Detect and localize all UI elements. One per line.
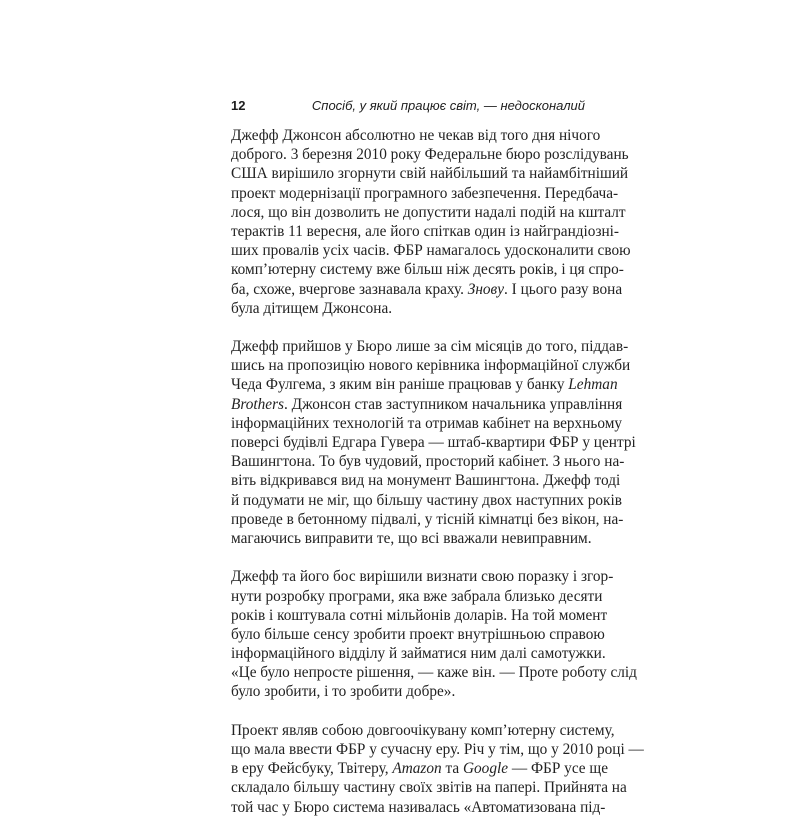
text-run: лося, що він дозволить не допустити надалі подій на кшталт bbox=[231, 203, 626, 221]
text-line bbox=[231, 510, 624, 529]
text-run: «Це було непросте рішення, — каже він. — Проте роботу слід bbox=[231, 664, 637, 682]
text-line bbox=[231, 126, 601, 145]
text-line bbox=[231, 759, 608, 778]
text-run: шись на пропозицію нового керівника інформаційної служби bbox=[231, 357, 631, 375]
text-run: що мала ввести ФБР у сучасну еру. Річ у тім, що у 2010 році — bbox=[231, 741, 644, 758]
text-run: Джефф прийшов у Бюро лише за сім місяців до того, піддав- bbox=[231, 338, 629, 356]
text-run: було більше сенсу зробити проект внутрішньою справою bbox=[231, 625, 605, 643]
text-run: інформаційних технологій та отримав кабінет на верхньому bbox=[231, 414, 623, 432]
text-line bbox=[231, 260, 624, 279]
text-run: Проект являв собою довгоочікувану комп’ютерну систему, bbox=[231, 721, 615, 739]
running-title: Спосіб, у який працює світ, — недосконалий bbox=[311, 98, 585, 113]
text-run: проект модернізації програмного забезпечення. Передбача- bbox=[231, 184, 619, 202]
text-run: та bbox=[441, 760, 463, 778]
text-line bbox=[231, 241, 631, 260]
text-line bbox=[231, 682, 587, 701]
text-line bbox=[231, 606, 608, 625]
italic-text: Знову bbox=[467, 280, 504, 298]
italic-text: Google bbox=[462, 760, 509, 778]
text-run: ших провалів усіх часів. ФБР намагалось удосконалити свою bbox=[231, 242, 631, 260]
page-header bbox=[231, 98, 585, 118]
text-run: Джефф та його бос вирішили визнати свою поразку і згор- bbox=[231, 568, 614, 586]
text-run: складало більшу частину своїх звітів на папері. Прийнята на bbox=[231, 779, 627, 797]
text-run: магаючись виправити те, що всі вважали невиправним. bbox=[231, 529, 592, 547]
text-line bbox=[231, 778, 627, 797]
text-run: було зробити, і то зробити добре». bbox=[231, 683, 456, 701]
text-run: була дітищем Джонсона. bbox=[231, 299, 393, 317]
text-run: Вашингтона. То був чудовий, просторий кабінет. З нього на- bbox=[231, 453, 625, 471]
text-line bbox=[231, 644, 606, 663]
text-line bbox=[231, 663, 637, 682]
text-run: в еру Фейсбуку, Твітеру, bbox=[231, 760, 393, 778]
text-run: проведе в бетонному підвалі, у тісній кімнатці без вікон, на- bbox=[231, 510, 624, 528]
paragraph bbox=[231, 337, 636, 548]
text-line bbox=[231, 529, 592, 548]
text-line bbox=[231, 280, 623, 299]
italic-text: Amazon bbox=[392, 760, 442, 778]
italic-text: Brothers bbox=[231, 395, 284, 413]
text-line bbox=[231, 356, 631, 375]
text-line bbox=[231, 375, 618, 394]
text-line bbox=[231, 798, 606, 817]
text-line bbox=[231, 145, 629, 164]
text-line bbox=[231, 164, 629, 183]
text-line bbox=[231, 721, 615, 740]
page-number: 12 bbox=[231, 98, 246, 113]
text-run: ба, схоже, вчергове зазнавала краху. bbox=[231, 280, 468, 298]
text-run: нути розробку програми, яка вже забрала близько десяти bbox=[231, 587, 603, 605]
text-line bbox=[231, 203, 626, 222]
text-line bbox=[231, 414, 623, 433]
paragraph bbox=[231, 721, 644, 817]
text-line bbox=[231, 184, 619, 203]
text-run: років і коштувала сотні мільйонів доларів. На той момент bbox=[231, 606, 608, 624]
text-run: США вирішило згорнути свій найбільший та найамбітніший bbox=[231, 165, 629, 183]
text-line bbox=[231, 740, 644, 759]
text-line bbox=[231, 395, 623, 414]
text-line bbox=[231, 433, 636, 452]
paragraph bbox=[231, 126, 631, 318]
text-run: доброго. 3 березня 2010 року Федеральне бюро розслідувань bbox=[231, 146, 629, 164]
text-run: Чеда Фулгема, з яким він раніше працював у банку bbox=[231, 376, 569, 394]
text-line bbox=[231, 337, 629, 356]
text-run: комп’ютерну систему вже більш ніж десять років, і ця спро- bbox=[231, 261, 624, 279]
text-run: — ФБР усе ще bbox=[508, 760, 608, 778]
text-run: поверсі будівлі Едгара Гувера — штаб-квартири ФБР у центрі bbox=[231, 434, 636, 451]
body-text bbox=[231, 126, 644, 817]
text-line bbox=[231, 625, 605, 644]
text-line bbox=[231, 491, 622, 510]
text-line bbox=[231, 452, 625, 471]
text-run: . Джонсон став заступником начальника управління bbox=[283, 395, 623, 413]
text-run: інформаційного відділу й займатися ним далі самотужки. bbox=[231, 645, 606, 663]
text-run: Джефф Джонсон абсолютно не чекав від того дня нічого bbox=[231, 127, 601, 144]
text-line bbox=[231, 299, 587, 318]
text-run: й подумати не міг, що більшу частину двох наступних років bbox=[231, 491, 622, 509]
text-run: віть відкривався вид на монумент Вашингтона. Джефф тоді bbox=[231, 472, 621, 490]
text-line bbox=[231, 567, 614, 586]
italic-text: Lehman bbox=[568, 376, 618, 394]
text-line bbox=[231, 587, 603, 606]
text-run: терактів 11 вересня, але його спіткав один із найграндіозні- bbox=[231, 222, 620, 240]
text-line bbox=[231, 471, 621, 490]
text-run: . І цього разу вона bbox=[504, 280, 623, 298]
text-line bbox=[231, 222, 620, 241]
text-run: той час у Бюро система називалась «Автоматизована під- bbox=[231, 798, 606, 816]
paragraph bbox=[231, 567, 637, 701]
